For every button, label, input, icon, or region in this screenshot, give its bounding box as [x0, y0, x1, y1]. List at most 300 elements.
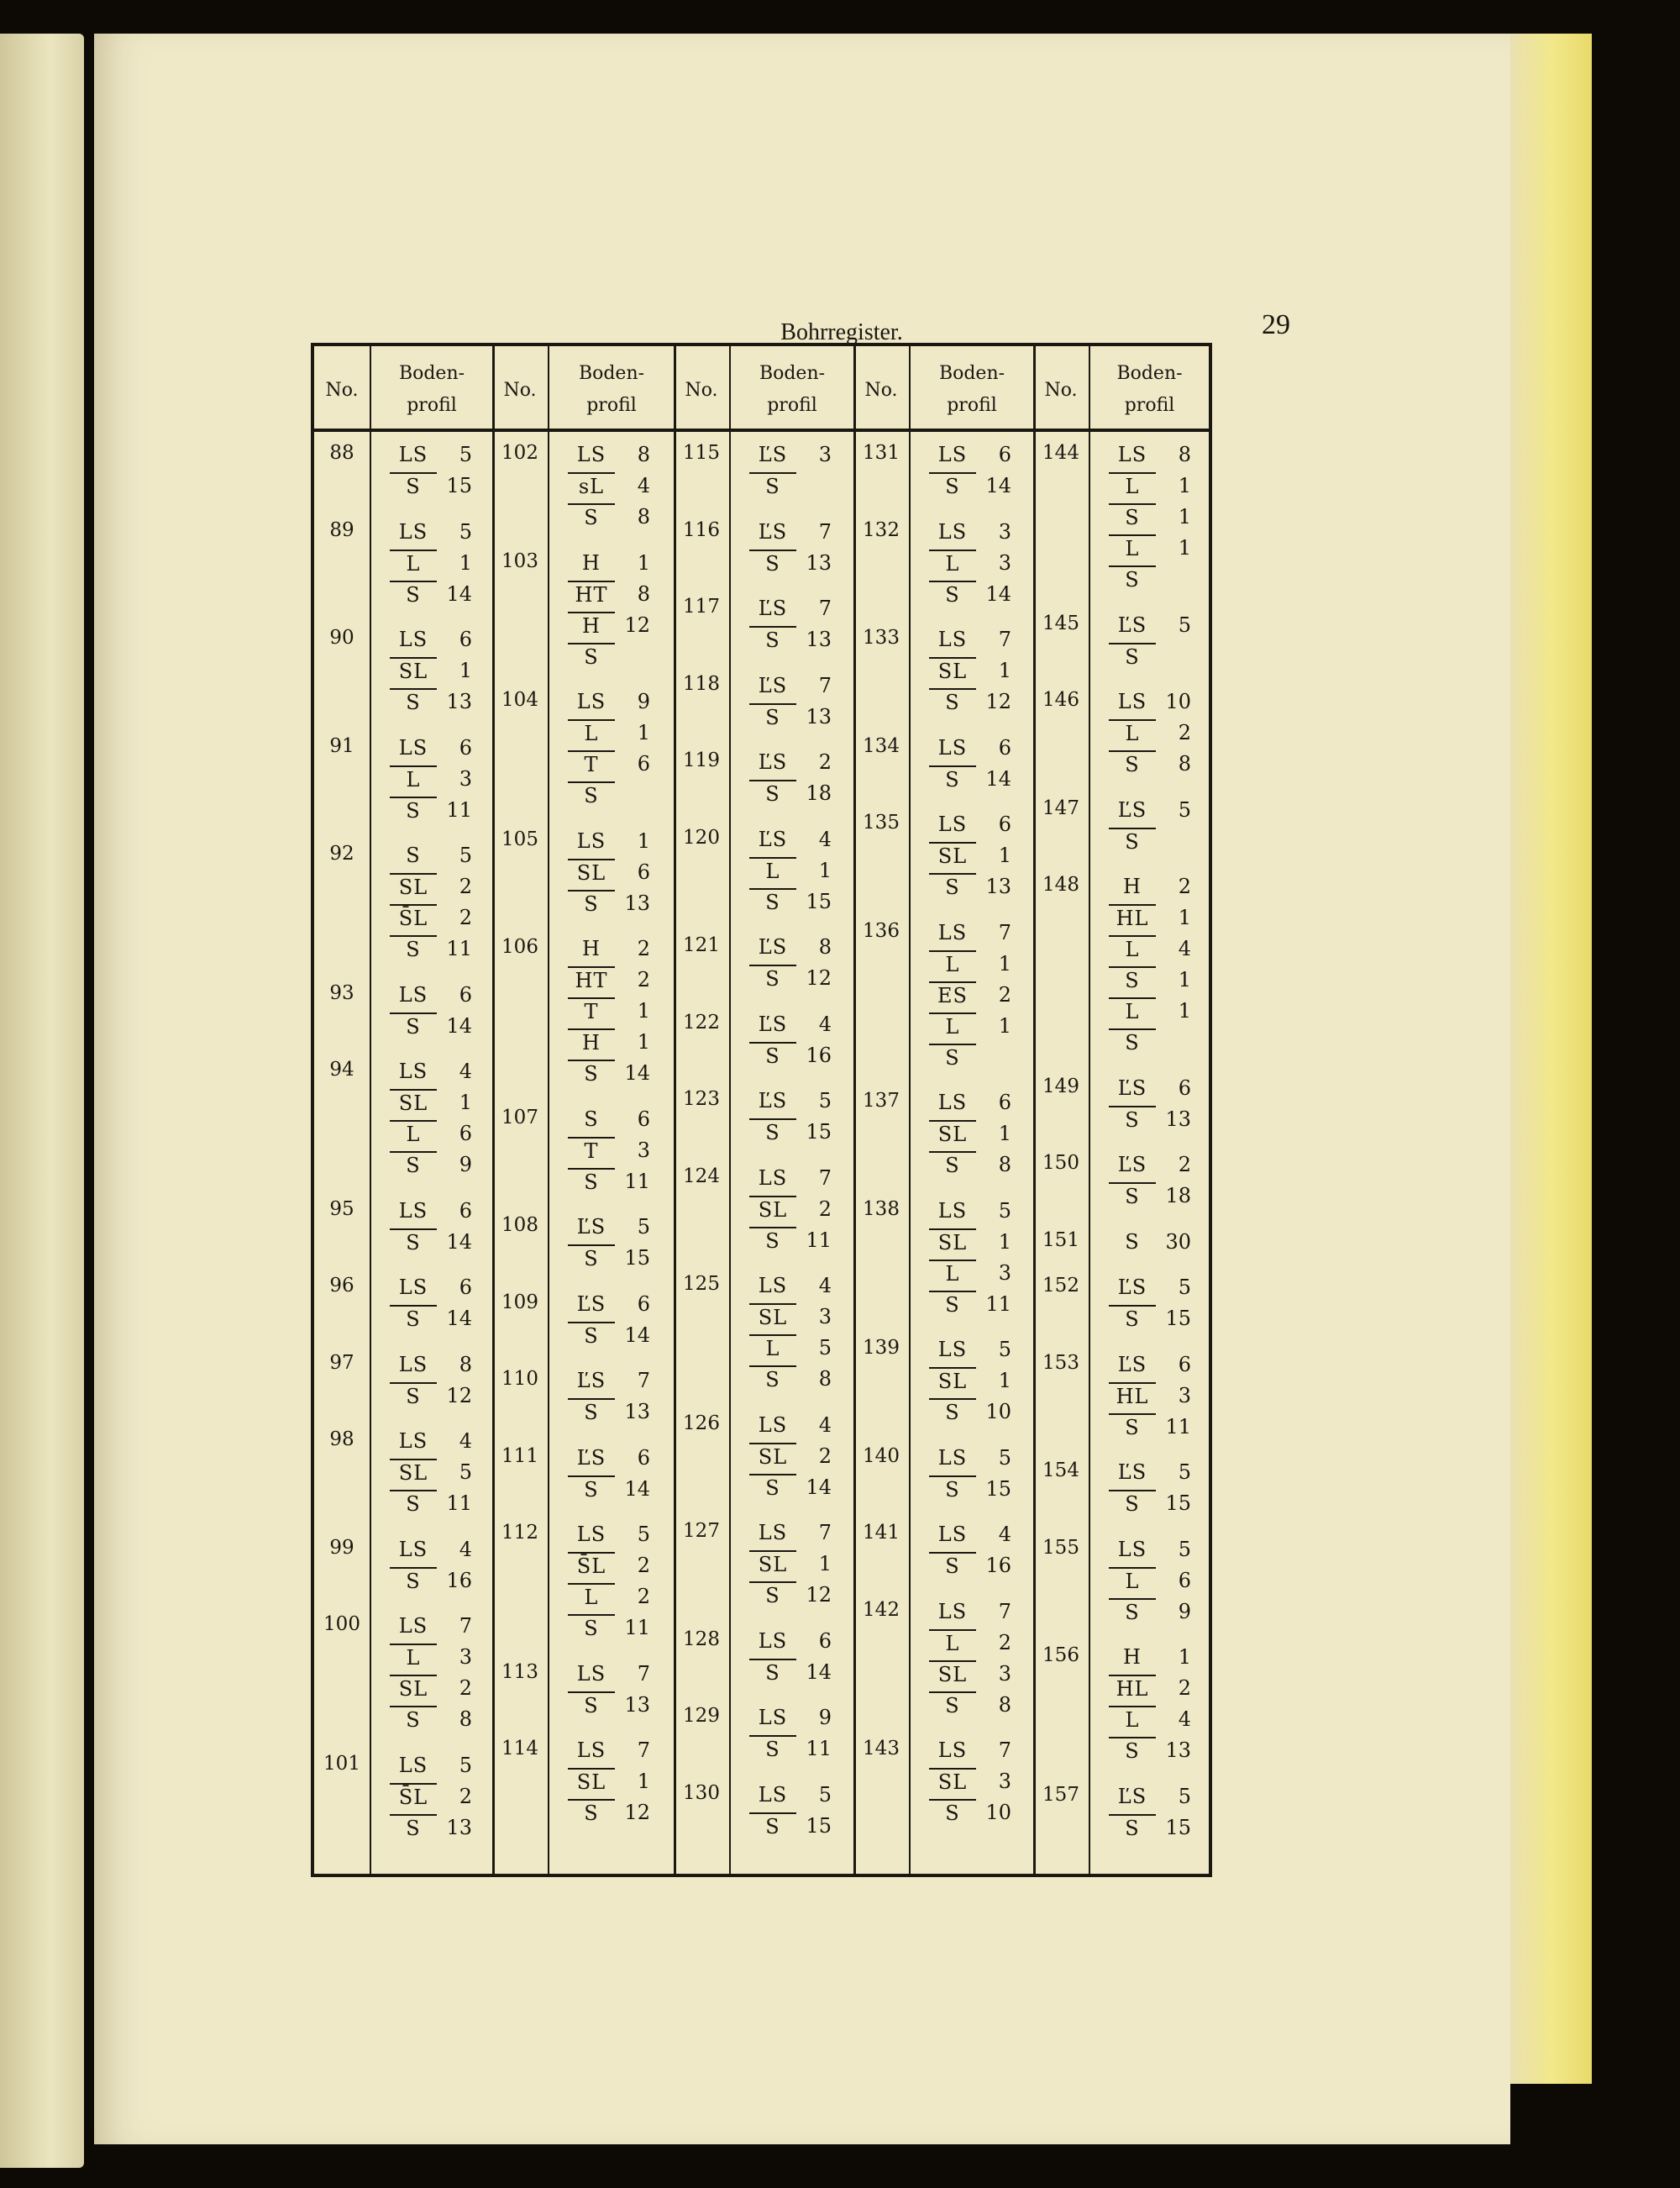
- soil-layer: [1109, 796, 1201, 824]
- soil-layer: [568, 1691, 660, 1719]
- soil-symbol: ĽS: [758, 1012, 788, 1036]
- layer-thickness: 3: [637, 1138, 650, 1162]
- soil-layer: [1109, 1105, 1201, 1133]
- soil-layer: [749, 856, 842, 885]
- header-bodenprofil: [1090, 358, 1209, 422]
- layer-thickness: 8: [1178, 443, 1191, 466]
- layer-thickness: 7: [637, 1738, 650, 1762]
- boring-number: 157: [1042, 1783, 1079, 1806]
- layer-thickness: 4: [1178, 1707, 1191, 1731]
- soil-symbol: SL: [929, 842, 976, 869]
- soil-symbol: L: [929, 1260, 976, 1286]
- soil-symbol: S: [929, 472, 976, 499]
- soil-layer: [929, 1150, 1021, 1179]
- layer-thickness: 1: [459, 1091, 472, 1114]
- soil-layer: [749, 549, 842, 577]
- soil-layer: [1109, 642, 1201, 671]
- soil-symbol: S: [1109, 1106, 1156, 1133]
- soil-symbol: S: [929, 581, 976, 607]
- soil-layer: [568, 1059, 660, 1087]
- soil-layer: [749, 933, 842, 961]
- boring-number: 92: [329, 843, 354, 865]
- layer-thickness: 15: [806, 1120, 832, 1144]
- soil-layer: [1109, 1458, 1201, 1486]
- soil-layer: [390, 1304, 482, 1333]
- soil-layer: [929, 518, 1021, 546]
- boring-number: 131: [863, 442, 900, 464]
- layer-thickness: 7: [998, 920, 1011, 944]
- layer-thickness: 6: [459, 1198, 472, 1223]
- layer-thickness: 4: [818, 1412, 832, 1437]
- soil-symbol: ĽS: [1117, 1352, 1147, 1376]
- soil-symbol: S: [568, 1614, 615, 1641]
- soil-layer: [568, 1290, 660, 1318]
- page-stack-edge: [1504, 34, 1592, 2084]
- soil-layer: [390, 1150, 482, 1179]
- soil-layer: [390, 471, 482, 500]
- layer-thickness: 6: [1178, 1352, 1191, 1376]
- soil-symbol: LS: [398, 1753, 428, 1777]
- soil-layer: [749, 1164, 842, 1192]
- soil-symbol: S: [390, 935, 437, 962]
- soil-layer: [749, 964, 842, 992]
- soil-symbol: LS: [758, 1782, 788, 1807]
- soil-layer: [390, 518, 482, 546]
- soil-layer: [390, 1228, 482, 1256]
- soil-symbol: S: [1109, 966, 1156, 993]
- boring-number: 118: [683, 672, 720, 695]
- soil-symbol: S: [1109, 1305, 1156, 1332]
- layer-thickness: 5: [459, 1460, 472, 1484]
- soil-symbol: S: [749, 1659, 796, 1686]
- soil-symbol: S: [1109, 1413, 1156, 1440]
- soil-layer: [749, 518, 842, 546]
- layer-thickness: 2: [637, 968, 650, 991]
- soil-symbol: S: [390, 1567, 437, 1594]
- soil-symbol: S: [749, 703, 796, 730]
- soil-symbol: S: [568, 1060, 615, 1086]
- layer-thickness: 6: [459, 1275, 472, 1299]
- soil-symbol: LS: [1117, 443, 1147, 466]
- layer-thickness: 9: [637, 690, 650, 713]
- soil-symbol: S: [929, 1151, 976, 1178]
- layer-thickness: 7: [637, 1369, 650, 1392]
- header-profile-line1: Boden-: [1116, 363, 1183, 384]
- soil-symbol: L: [1109, 1706, 1156, 1733]
- layer-thickness: 2: [1178, 1153, 1191, 1176]
- layer-thickness: 6: [637, 860, 650, 884]
- layer-thickness: 15: [624, 1246, 650, 1270]
- boring-number: 153: [1042, 1351, 1079, 1374]
- boring-number: 143: [863, 1738, 900, 1759]
- soil-symbol: T: [568, 1137, 615, 1164]
- soil-symbol: S: [568, 1691, 615, 1718]
- soil-symbol: SL: [749, 1303, 796, 1330]
- soil-symbol: S: [1109, 750, 1156, 777]
- soil-layer: [390, 440, 482, 469]
- layer-thickness: 7: [818, 673, 832, 697]
- layer-thickness: 1: [637, 1770, 650, 1793]
- soil-symbol: ĽS: [758, 1089, 788, 1112]
- boring-register-table: [311, 343, 1212, 1877]
- layer-thickness: 14: [985, 474, 1011, 497]
- layer-thickness: 6: [459, 1122, 472, 1145]
- soil-layer: [929, 549, 1021, 577]
- header-profile-line1: Boden-: [398, 363, 465, 384]
- soil-layer: [390, 934, 482, 963]
- soil-layer: [1109, 1350, 1201, 1379]
- soil-symbol: SL: [749, 1550, 796, 1577]
- soil-layer: [568, 1582, 660, 1611]
- soil-symbol: SL: [929, 1660, 976, 1687]
- boring-number: 136: [863, 919, 900, 942]
- boring-number: 155: [1042, 1536, 1079, 1559]
- soil-layer: [929, 1475, 1021, 1503]
- boring-number: 152: [1042, 1275, 1079, 1296]
- register-column-group: [314, 346, 492, 1874]
- header-profile-line2: profil: [1124, 395, 1175, 416]
- boring-number: 126: [683, 1412, 720, 1434]
- soil-layer: [1109, 1181, 1201, 1210]
- boring-number: 108: [501, 1214, 538, 1236]
- soil-symbol: S: [390, 1228, 437, 1255]
- soil-layer: [390, 1535, 482, 1564]
- layer-thickness: 6: [459, 982, 472, 1007]
- layer-thickness: 5: [818, 1782, 832, 1807]
- soil-symbol: ĽS: [758, 935, 788, 959]
- layer-thickness: 8: [1178, 752, 1191, 776]
- layer-thickness: 1: [637, 828, 650, 853]
- soil-symbol: LS: [937, 1599, 968, 1623]
- soil-symbol: S: [390, 581, 437, 607]
- soil-layer: [749, 1442, 842, 1470]
- layer-thickness: 11: [1165, 1414, 1191, 1439]
- soil-layer: [390, 1012, 482, 1040]
- soil-symbol: L: [1109, 935, 1156, 962]
- soil-symbol: S: [406, 844, 421, 867]
- soil-symbol: ĽS: [1117, 1460, 1147, 1484]
- soil-symbol: S: [568, 1475, 615, 1502]
- layer-thickness: 13: [806, 628, 832, 651]
- soil-symbol: ĽS: [1117, 1784, 1147, 1808]
- soil-layer: [749, 702, 842, 731]
- layer-thickness: 7: [818, 1521, 832, 1544]
- soil-layer: [568, 718, 660, 747]
- soil-layer: [1109, 502, 1201, 531]
- soil-layer: [1109, 1674, 1201, 1702]
- soil-symbol: L: [929, 550, 976, 576]
- soil-layer: [1109, 534, 1201, 562]
- boring-number: 125: [683, 1273, 720, 1295]
- layer-thickness: 15: [1165, 1491, 1191, 1515]
- soil-layer: [929, 1043, 1021, 1071]
- soil-symbol: LS: [758, 1521, 788, 1544]
- header-profile-line2: profil: [767, 395, 817, 416]
- soil-layer: [929, 1444, 1021, 1472]
- soil-layer: [929, 841, 1021, 870]
- soil-symbol: S: [1109, 643, 1156, 670]
- soil-symbol: L: [568, 1583, 615, 1610]
- layer-thickness: 3: [459, 1645, 472, 1669]
- layer-thickness: 5: [1178, 1275, 1191, 1299]
- layer-thickness: 9: [1178, 1599, 1191, 1623]
- soil-symbol: S: [1109, 1814, 1156, 1841]
- header-no: No.: [1044, 380, 1078, 401]
- facing-page-edge: [0, 34, 84, 2168]
- soil-symbol: S: [568, 1799, 615, 1826]
- layer-thickness: 4: [998, 1523, 1011, 1546]
- header-profile-line1: Boden-: [578, 363, 645, 384]
- soil-symbol: S: [749, 550, 796, 576]
- soil-symbol: S: [929, 688, 976, 715]
- soil-layer: [929, 440, 1021, 469]
- layer-thickness: 4: [459, 1060, 472, 1083]
- boring-number: 149: [1042, 1075, 1079, 1097]
- soil-symbol: S: [390, 1814, 437, 1841]
- soil-layer: [749, 1086, 842, 1115]
- soil-layer: [1109, 749, 1201, 778]
- boring-number: 101: [323, 1752, 360, 1775]
- soil-layer: [749, 1333, 842, 1362]
- layer-thickness: 5: [818, 1089, 832, 1112]
- soil-layer: [749, 1581, 842, 1609]
- soil-layer: [749, 1118, 842, 1146]
- soil-symbol: S: [1109, 828, 1156, 855]
- layer-thickness: 13: [1165, 1107, 1191, 1131]
- soil-symbol: S: [568, 781, 615, 808]
- soil-symbol: S: [749, 1118, 796, 1145]
- soil-layer: [749, 1010, 842, 1039]
- layer-thickness: 15: [806, 889, 832, 913]
- layer-thickness: 7: [818, 597, 832, 620]
- soil-layer: [1109, 1643, 1201, 1671]
- soil-symbol: H: [1123, 1645, 1142, 1669]
- layer-thickness: 11: [446, 937, 472, 960]
- soil-symbol: LS: [398, 982, 428, 1007]
- layer-thickness: 3: [998, 1661, 1011, 1686]
- layer-thickness: 7: [998, 628, 1011, 651]
- soil-symbol: S: [929, 1552, 976, 1579]
- soil-symbol: S: [929, 873, 976, 900]
- soil-layer: [929, 471, 1021, 500]
- layer-thickness: 13: [624, 1692, 650, 1717]
- soil-symbol: S: [929, 1291, 976, 1318]
- soil-symbol: SL: [929, 1228, 976, 1255]
- layer-thickness: 12: [985, 690, 1011, 713]
- soil-layer: [929, 810, 1021, 839]
- layer-thickness: 13: [624, 891, 650, 915]
- boring-number: 96: [329, 1275, 354, 1296]
- soil-symbol: S: [749, 888, 796, 915]
- soil-symbol: S: [1125, 1229, 1140, 1254]
- layer-thickness: 4: [459, 1537, 472, 1561]
- layer-thickness: 12: [806, 1583, 832, 1607]
- profile-column: [1090, 346, 1209, 1874]
- layer-thickness: 16: [985, 1554, 1011, 1577]
- soil-symbol: SL: [749, 1196, 796, 1223]
- soil-layer: [1109, 565, 1201, 593]
- soil-symbol: S: [749, 1474, 796, 1501]
- register-column-group: [853, 346, 1033, 1874]
- layer-thickness: 5: [1178, 1537, 1191, 1561]
- layer-thickness: 5: [637, 1215, 650, 1239]
- soil-symbol: LS: [1117, 690, 1147, 713]
- soil-symbol: LS: [937, 813, 968, 836]
- soil-layer: [929, 1659, 1021, 1688]
- layer-thickness: 13: [624, 1400, 650, 1423]
- soil-layer: [390, 796, 482, 824]
- layer-thickness: 15: [985, 1476, 1011, 1501]
- soil-symbol: SL: [929, 657, 976, 684]
- soil-layer: [749, 1703, 842, 1732]
- boring-number: 156: [1042, 1644, 1079, 1666]
- boring-number: 142: [863, 1598, 900, 1621]
- soil-symbol: S: [390, 1382, 437, 1409]
- soil-symbol: HL: [1109, 1382, 1156, 1409]
- soil-symbol: ĽS: [1117, 797, 1147, 822]
- soil-symbol: SL: [568, 1768, 615, 1795]
- soil-layer: [929, 1597, 1021, 1626]
- soil-symbol: S: [749, 1581, 796, 1608]
- soil-layer: [568, 611, 660, 639]
- number-column: [492, 346, 549, 1874]
- layer-thickness: 15: [446, 474, 472, 497]
- soil-layer: [390, 1273, 482, 1302]
- soil-layer: [568, 1244, 660, 1272]
- boring-number: 110: [501, 1368, 538, 1390]
- soil-layer: [749, 779, 842, 807]
- layer-thickness: 2: [998, 982, 1011, 1007]
- layer-thickness: 2: [1178, 721, 1191, 744]
- soil-layer: [929, 872, 1021, 901]
- boring-number: 95: [329, 1197, 354, 1220]
- layer-thickness: 7: [459, 1614, 472, 1638]
- header-profile-line2: profil: [947, 395, 997, 416]
- soil-symbol: ĽS: [758, 597, 788, 620]
- soil-layer: [568, 642, 660, 671]
- boring-number: 130: [683, 1781, 720, 1804]
- soil-layer: [929, 1119, 1021, 1148]
- layer-thickness: 14: [806, 1475, 832, 1499]
- layer-thickness: 10: [985, 1400, 1011, 1423]
- layer-thickness: 5: [1178, 797, 1191, 822]
- soil-layer: [1109, 1736, 1201, 1765]
- soil-layer: [390, 872, 482, 901]
- soil-layer: [749, 1411, 842, 1439]
- soil-symbol: H: [1123, 875, 1142, 898]
- layer-thickness: 14: [985, 766, 1011, 791]
- layer-thickness: 13: [446, 1815, 472, 1839]
- boring-number: 100: [323, 1613, 360, 1635]
- layer-thickness: 13: [1165, 1738, 1191, 1762]
- layer-thickness: 2: [637, 937, 650, 960]
- layer-thickness: 2: [459, 875, 472, 898]
- layer-thickness: 6: [818, 1628, 832, 1653]
- soil-symbol: LS: [758, 1706, 788, 1729]
- soil-layer: [749, 1226, 842, 1254]
- layer-thickness: 1: [1178, 906, 1191, 929]
- soil-layer: [390, 1057, 482, 1086]
- layer-thickness: 1: [1178, 999, 1191, 1023]
- soil-symbol: L: [390, 765, 437, 792]
- soil-symbol: SL: [749, 1443, 796, 1470]
- soil-layer: [568, 1520, 660, 1549]
- layer-thickness: 1: [1178, 505, 1191, 529]
- layer-thickness: 14: [446, 581, 472, 606]
- soil-symbol: SL: [568, 859, 615, 886]
- layer-thickness: 14: [446, 1013, 472, 1038]
- number-column: [853, 346, 911, 1874]
- soil-symbol: SL: [390, 873, 437, 900]
- soil-layer: [1109, 997, 1201, 1025]
- soil-symbol: L: [1109, 997, 1156, 1024]
- soil-layer: [568, 1767, 660, 1796]
- soil-layer: [1109, 1782, 1201, 1811]
- soil-symbol: SL: [390, 1089, 437, 1116]
- layer-thickness: 11: [985, 1291, 1011, 1316]
- boring-number: 135: [863, 812, 900, 834]
- soil-layer: [390, 903, 482, 932]
- soil-symbol: SL: [929, 1768, 976, 1795]
- soil-symbol: S: [390, 688, 437, 715]
- soil-layer: [568, 1397, 660, 1426]
- layer-thickness: 4: [459, 1429, 472, 1453]
- layer-thickness: 8: [998, 1692, 1011, 1717]
- boring-number: 146: [1042, 689, 1079, 711]
- page-number: 29: [1262, 309, 1290, 340]
- layer-thickness: 1: [998, 659, 1011, 682]
- layer-thickness: 1: [637, 550, 650, 575]
- layer-thickness: 6: [1178, 1076, 1191, 1100]
- soil-layer: [929, 1088, 1021, 1117]
- soil-layer: [390, 1427, 482, 1455]
- soil-symbol: ĽS: [1117, 1076, 1147, 1100]
- soil-symbol: LS: [576, 1738, 606, 1762]
- layer-thickness: 1: [998, 951, 1011, 976]
- soil-layer: [390, 625, 482, 654]
- boring-number: 147: [1042, 797, 1079, 819]
- boring-number: 116: [683, 518, 720, 541]
- number-column: [1033, 346, 1090, 1874]
- soil-symbol: S: [390, 1706, 437, 1733]
- soil-layer: [568, 1659, 660, 1688]
- soil-layer: [390, 1088, 482, 1117]
- soil-layer: [1109, 1150, 1201, 1179]
- boring-number: 134: [863, 734, 900, 757]
- register-column-group: [674, 346, 853, 1874]
- soil-layer: [749, 671, 842, 700]
- soil-layer: [929, 1290, 1021, 1318]
- layer-thickness: 12: [446, 1383, 472, 1407]
- soil-layer: [390, 1751, 482, 1780]
- soil-layer: [568, 889, 660, 918]
- layer-thickness: 12: [624, 613, 650, 637]
- soil-layer: [390, 841, 482, 870]
- layer-thickness: 6: [998, 735, 1011, 760]
- soil-layer: [929, 1691, 1021, 1719]
- soil-layer: [1109, 687, 1201, 716]
- boring-number: 145: [1042, 612, 1079, 634]
- layer-thickness: 9: [459, 1153, 472, 1176]
- soil-layer: [929, 1228, 1021, 1256]
- soil-symbol: LS: [398, 1060, 428, 1083]
- soil-symbol: S: [749, 780, 796, 807]
- soil-layer: [390, 1197, 482, 1225]
- soil-symbol: ĽS: [576, 1369, 606, 1392]
- soil-layer: [1109, 1566, 1201, 1595]
- soil-layer: [1109, 903, 1201, 932]
- layer-thickness: 14: [806, 1659, 832, 1684]
